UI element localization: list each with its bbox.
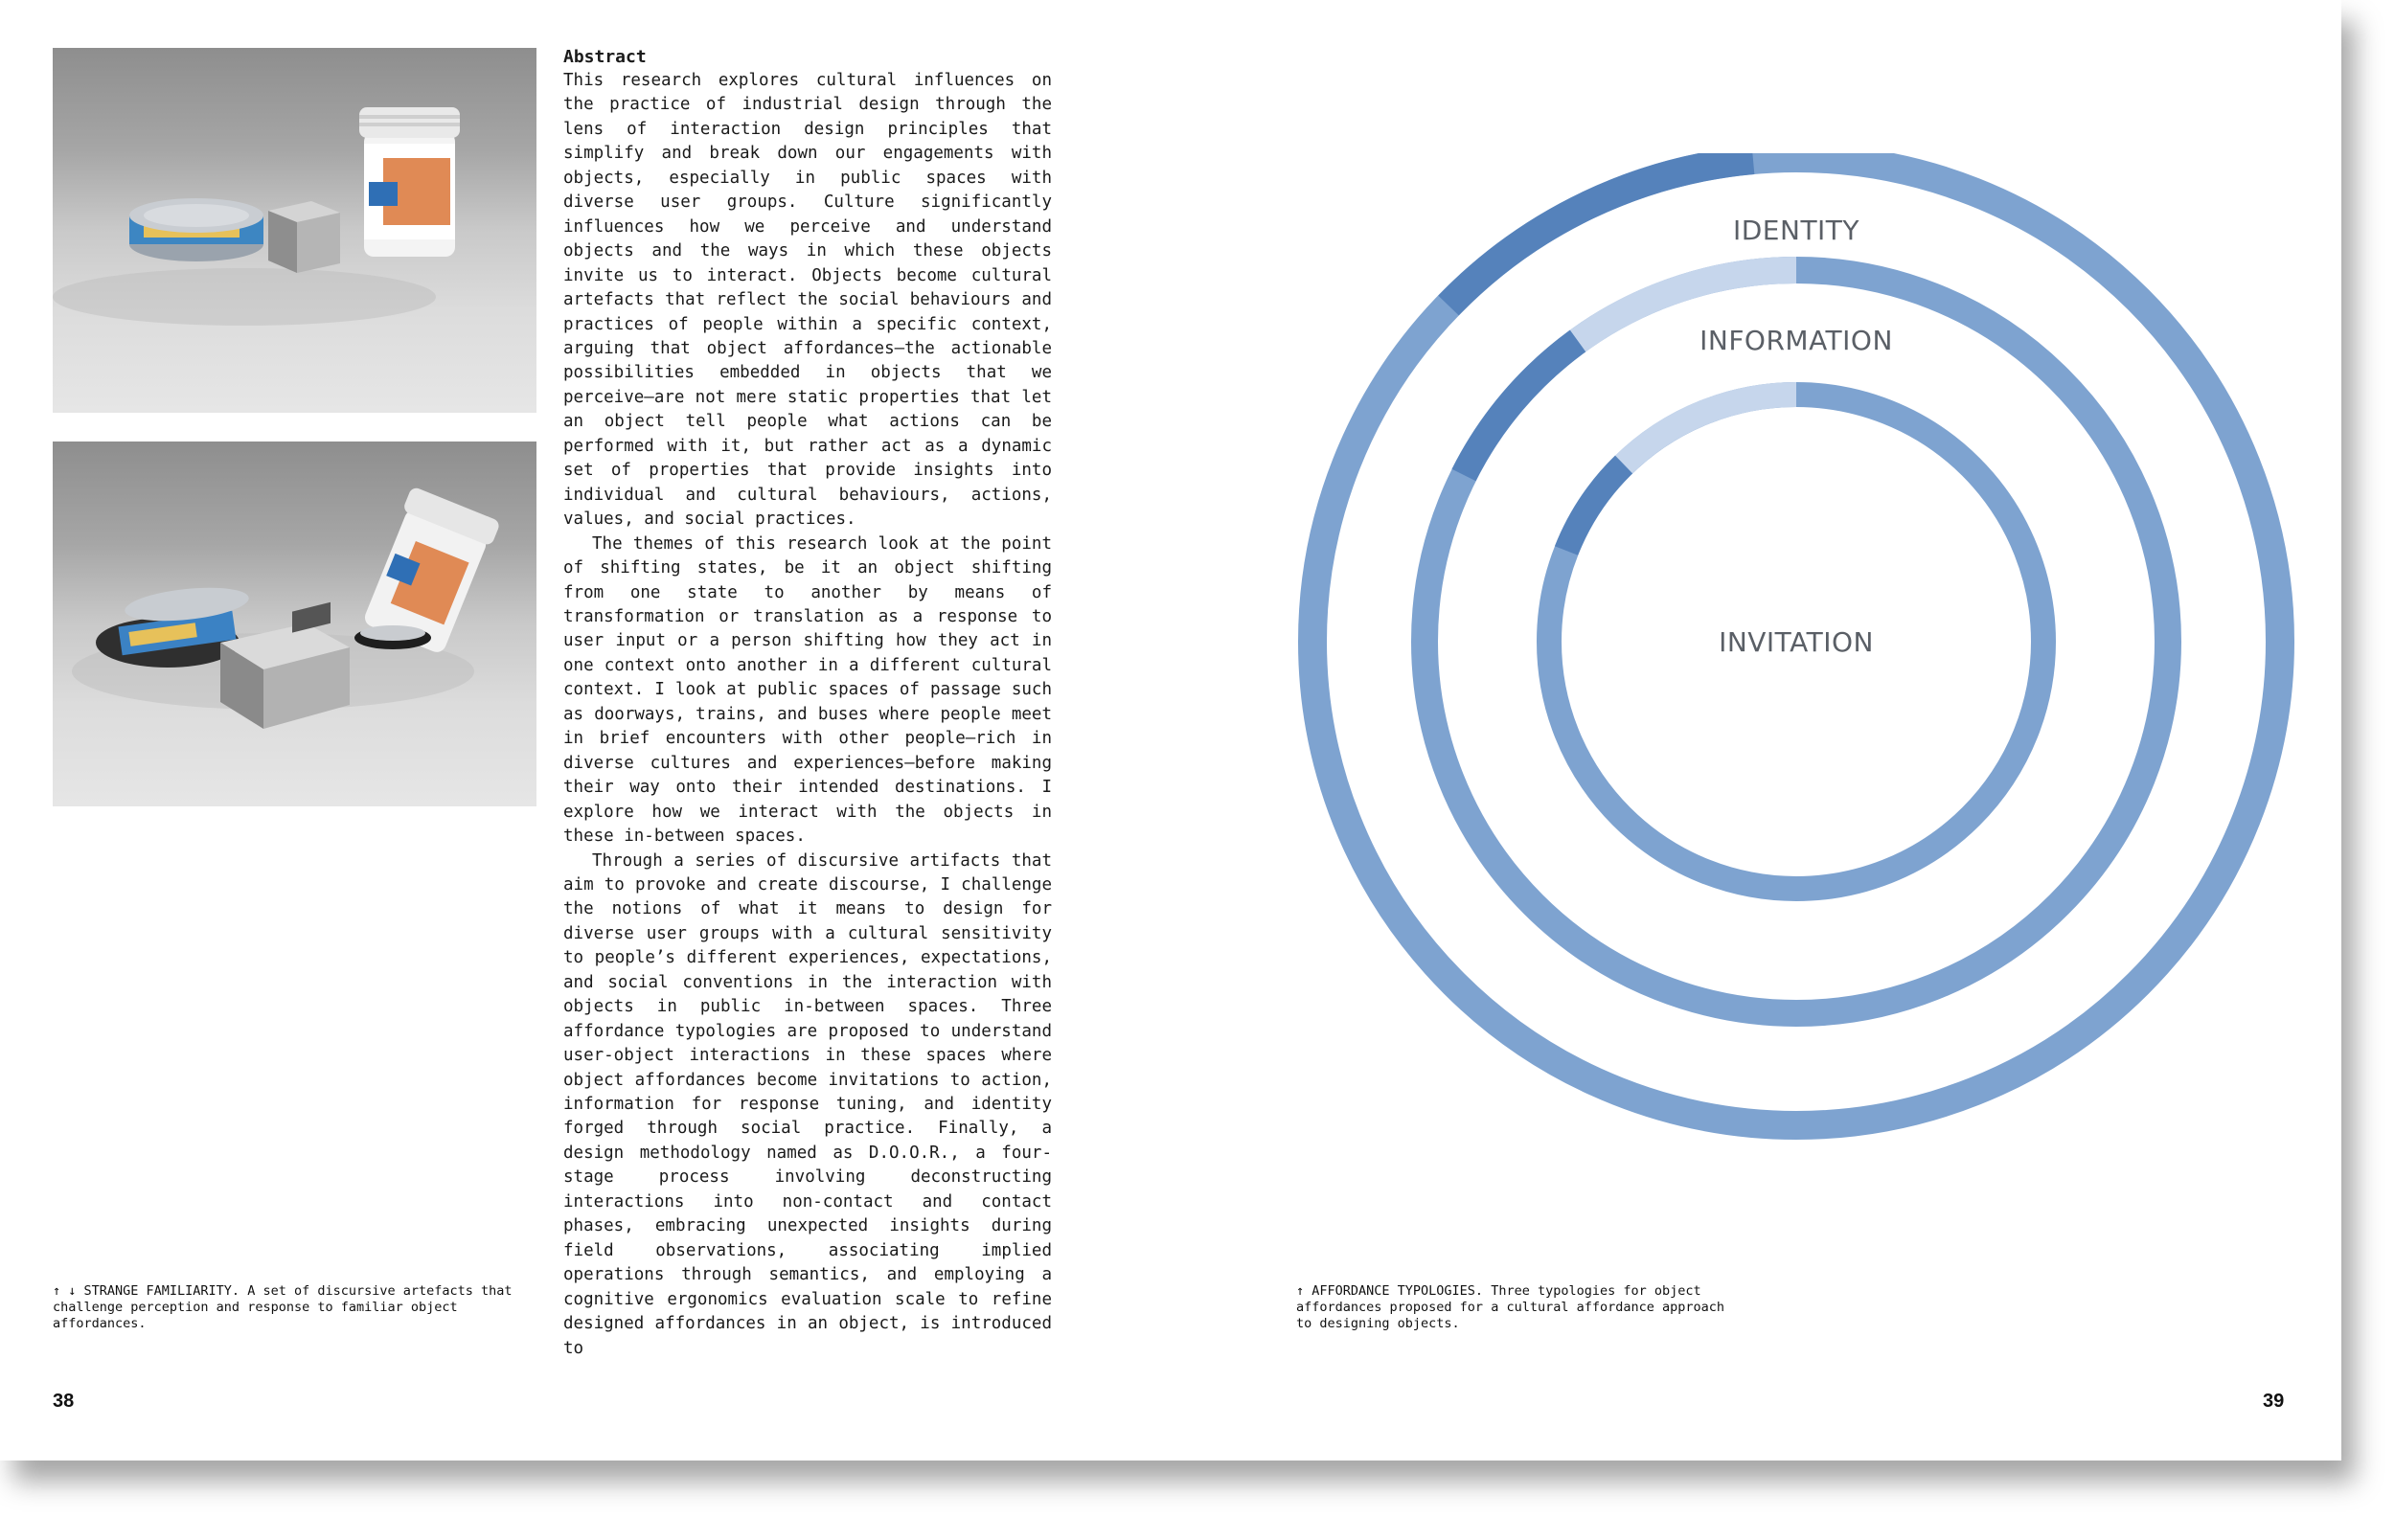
caption-strange-familiarity: ↑ ↓ STRANGE FAMILIARITY. A set of discursive artefacts that challenge perception and response to familiar object affordances. [53, 1283, 513, 1331]
invitation-ring-accent [1566, 464, 1624, 551]
abstract-paragraph-1: This research explores cultural influences on the practice of industrial design through the lens of interaction design principles that simplify and break down our engagements with objects, especially in public spaces with diverse user groups. Culture significantly influences how we perceive and understand objects and the ways in which these objects invite us to interact. Objects become cultural artefacts that reflect the social behaviours and practices of people within a specific context, arguing that object affordances—the actionable possibilities embedded in objects that we perceive—are not mere static properties that let an object tell people what actions can be performed with it, but rather act as a dynamic set of properties that provide insights into individual and cultural behaviours, actions, values, and social practices. [563, 71, 1052, 530]
abstract-paragraph-3: Through a series of discursive artifacts that aim to provoke and create discourse, I challenge the notions of what it means to design for diverse user groups with a cultural sensitivity to people’s different experiences, expectations, and social conventions in the interaction with objects in public in-between spaces. Three affordance typologies are proposed to understand user-object interactions in these spaces where object affordances become invitations to action, information for response tuning, and identity forged through social practice. Finally, a design methodology named as D.O.O.R., a four-stage process involving deconstructing interactions into non-contact and contact phases, embracing unexpected insights during field observations, associating implied operations through semantics, and employing a cognitive ergonomics evaluation scale to refine designed affordances in an object, is introduced to [563, 850, 1052, 1358]
caption-affordance-typologies: ↑ AFFORDANCE TYPOLOGIES. Three typologies for object affordances proposed for a cultural affordance approach to designing objects. [1296, 1283, 1725, 1331]
label-identity: IDENTITY [1732, 215, 1860, 246]
page-number-left: 38 [53, 1391, 75, 1412]
photo-artefacts-upright [53, 48, 536, 413]
information-ring-accent [1464, 341, 1578, 475]
page-number-right: 39 [2263, 1391, 2285, 1412]
metal-block-image [220, 602, 350, 729]
pill-bottle-image [359, 107, 460, 257]
tuna-tin-image [129, 198, 263, 261]
photo-artefacts-tilted [53, 442, 536, 806]
abstract-heading: Abstract [563, 47, 647, 67]
label-invitation: INVITATION [1719, 626, 1874, 658]
metal-cube-image [268, 201, 340, 273]
invitation-ring-light [1624, 395, 1796, 464]
label-information: INFORMATION [1699, 325, 1893, 356]
abstract-paragraph-2: The themes of this research look at the point of shifting states, be it an object shifting from one state to another by means of transformation or translation as a response to user input or a person shifting how they act in one context onto another in a different cultural context. I look at public spaces of passage such as doorways, trains, and buses where people meet in brief encounters with other people—rich in diverse cultures and experiences—before making their way onto their intended destinations. I explore how we interact with the objects in these in-between spaces. [563, 533, 1052, 847]
abstract-column [563, 45, 1052, 1361]
affordance-typologies-diagram [1284, 153, 2318, 1140]
